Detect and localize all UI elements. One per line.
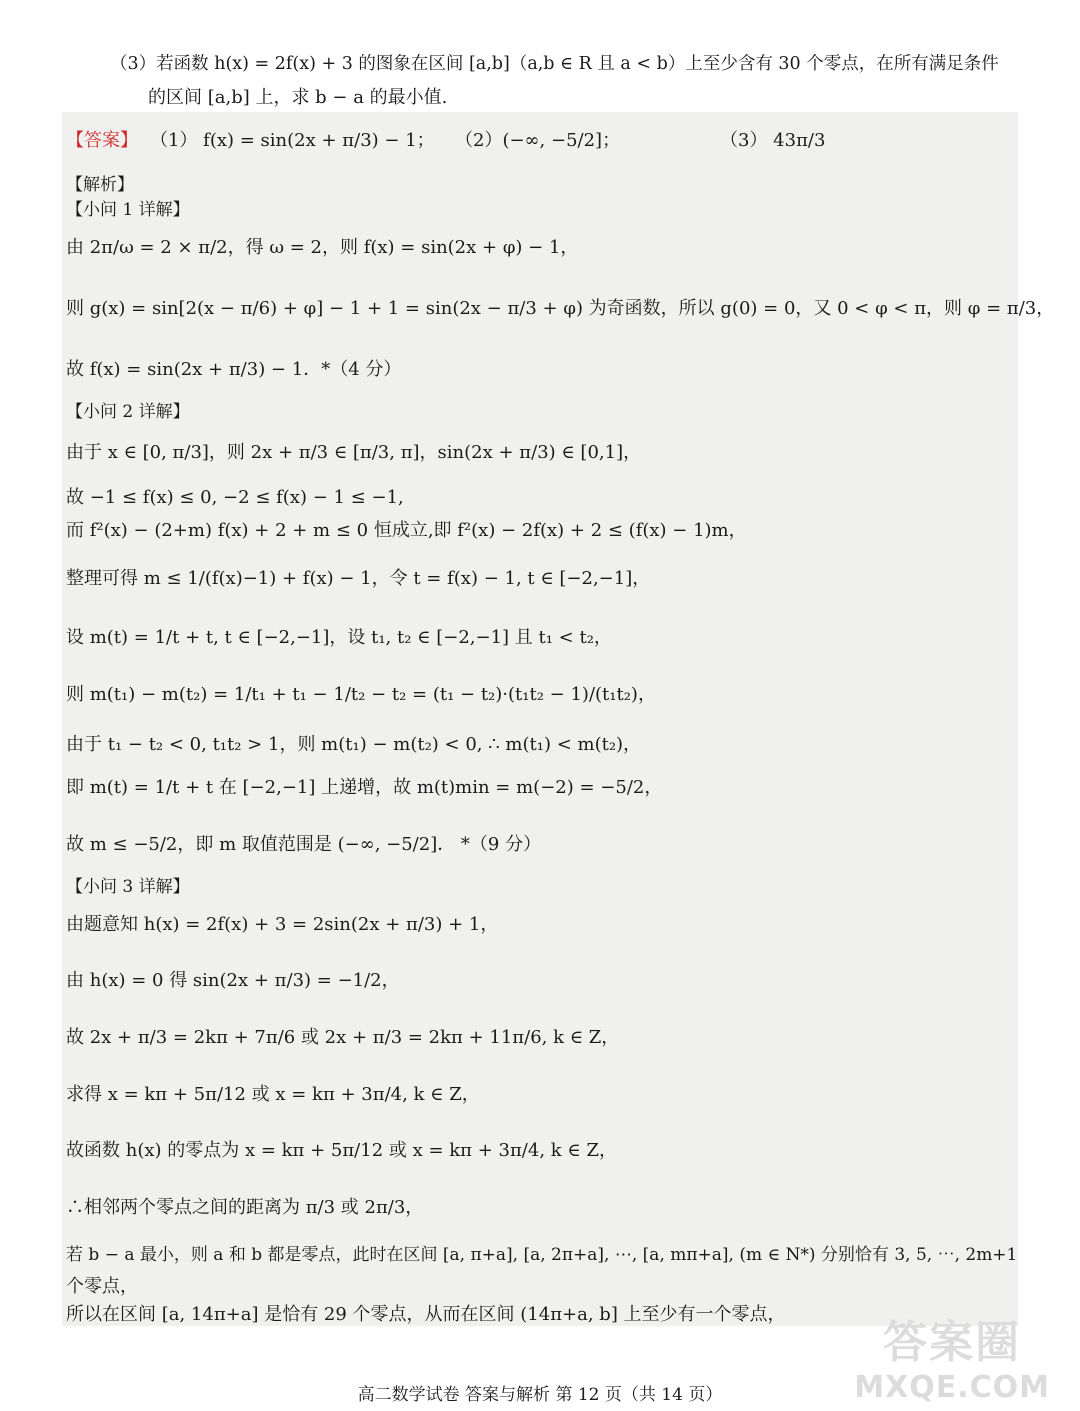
solution-3-line-4: 求得 x = kπ + 5π/12 或 x = kπ + 3π/4, k ∈ Z， xyxy=(66,1084,480,1105)
solution-3-line-7: 若 b − a 最小，则 a 和 b 都是零点，此时在区间 [a, π+a], [a, 2π+a], ⋯, [a, mπ+a], (m ∈ N*) 分别恰有 3, 5, ⋯, 2m+1 xyxy=(66,1245,1018,1265)
page-footer: 高二数学试卷 答案与解析 第 12 页（共 14 页） xyxy=(357,1385,723,1405)
solution-2-line-7: 由于 t₁ − t₂ < 0, t₁t₂ > 1，则 m(t₁) − m(t₂) < 0, ∴ m(t₁) < m(t₂)， xyxy=(66,734,642,755)
solution-2-line-6: 则 m(t₁) − m(t₂) = 1/t₁ + t₁ − 1/t₂ − t₂ = (t₁ − t₂)·(t₁t₂ − 1)/(t₁t₂)， xyxy=(66,684,656,705)
question-3-line-2: 的区间 [a,b] 上，求 b − a 的最小值. xyxy=(148,87,448,108)
question-3-line-1: （3）若函数 h(x) = 2f(x) + 3 的图象在区间 [a,b]（a,b ∈ R 且 a < b）上至少含有 30 个零点，在所有满足条件 xyxy=(110,54,999,74)
watermark-text-en: MXQE.COM xyxy=(854,1370,1050,1405)
solution-2-line-5: 设 m(t) = 1/t + t, t ∈ [−2,−1]，设 t₁, t₂ ∈ [−2,−1] 且 t₁ < t₂， xyxy=(66,627,612,648)
answer-label: 【答案】 xyxy=(66,130,138,151)
solution-3-line-6: ∴相邻两个零点之间的距离为 π/3 或 2π/3， xyxy=(66,1197,424,1218)
watermark-text-cn: 答案圈 xyxy=(883,1317,1022,1368)
solution-3-line-2: 由 h(x) = 0 得 sin(2x + π/3) = −1/2， xyxy=(66,970,400,991)
solution-3-line-8: 个零点， xyxy=(66,1276,138,1297)
solution-2-line-1: 由于 x ∈ [0, π/3]，则 2x + π/3 ∈ [π/3, π]，sin(2x + π/3) ∈ [0,1]， xyxy=(66,442,642,463)
solution-3-line-9: 所以在区间 [a, 14π+a] 是恰有 29 个零点，从而在区间 (14π+a, b] 上至少有一个零点， xyxy=(66,1304,786,1325)
solution-2-line-8: 即 m(t) = 1/t + t 在 [−2,−1] 上递增，故 m(t)min = m(−2) = −5/2， xyxy=(66,777,663,798)
solution-3-line-5: 故函数 h(x) 的零点为 x = kπ + 5π/12 或 x = kπ + 3π/4, k ∈ Z， xyxy=(66,1140,617,1161)
section-2-header: 【小问 2 详解】 xyxy=(66,402,190,422)
section-3-header: 【小问 3 详解】 xyxy=(66,877,190,897)
solution-2-line-2: 故 −1 ≤ f(x) ≤ 0, −2 ≤ f(x) − 1 ≤ −1, xyxy=(66,487,404,508)
analysis-label: 【解析】 xyxy=(66,175,134,195)
solution-3-line-3: 故 2x + π/3 = 2kπ + 7π/6 或 2x + π/3 = 2kπ + 11π/6, k ∈ Z， xyxy=(66,1027,620,1048)
answer-part-2: （2）(−∞, −5/2]； xyxy=(455,130,621,151)
solution-2-line-9: 故 m ≤ −5/2，即 m 取值范围是 (−∞, −5/2]． *（9 分） xyxy=(66,834,542,855)
solution-1-line-3: 故 f(x) = sin(2x + π/3) − 1．*（4 分） xyxy=(66,359,402,380)
answer-part-3: （3） 43π/3 xyxy=(720,130,826,151)
solution-3-line-1: 由题意知 h(x) = 2f(x) + 3 = 2sin(2x + π/3) + 1， xyxy=(66,914,499,935)
solution-2-line-3: 而 f²(x) − (2+m) f(x) + 2 + m ≤ 0 恒成立,即 f²(x) − 2f(x) + 2 ≤ (f(x) − 1)m， xyxy=(66,520,747,541)
solution-2-line-4: 整理可得 m ≤ 1/(f(x)−1) + f(x) − 1，令 t = f(x) − 1, t ∈ [−2,−1]， xyxy=(66,568,651,589)
answer-row xyxy=(66,126,138,152)
section-1-header: 【小问 1 详解】 xyxy=(66,200,190,220)
solution-1-line-2: 则 g(x) = sin[2(x − π/6) + φ] − 1 + 1 = sin(2x − π/3 + φ) 为奇函数，所以 g(0) = 0，又 0 < φ < π，则 φ = π/3， xyxy=(66,298,1055,319)
watermark-logo xyxy=(854,1306,1050,1405)
answer-part-1: （1） f(x) = sin(2x + π/3) − 1； xyxy=(150,130,435,151)
solution-1-line-1: 由 2π/ω = 2 × π/2，得 ω = 2，则 f(x) = sin(2x + φ) − 1， xyxy=(66,237,579,258)
